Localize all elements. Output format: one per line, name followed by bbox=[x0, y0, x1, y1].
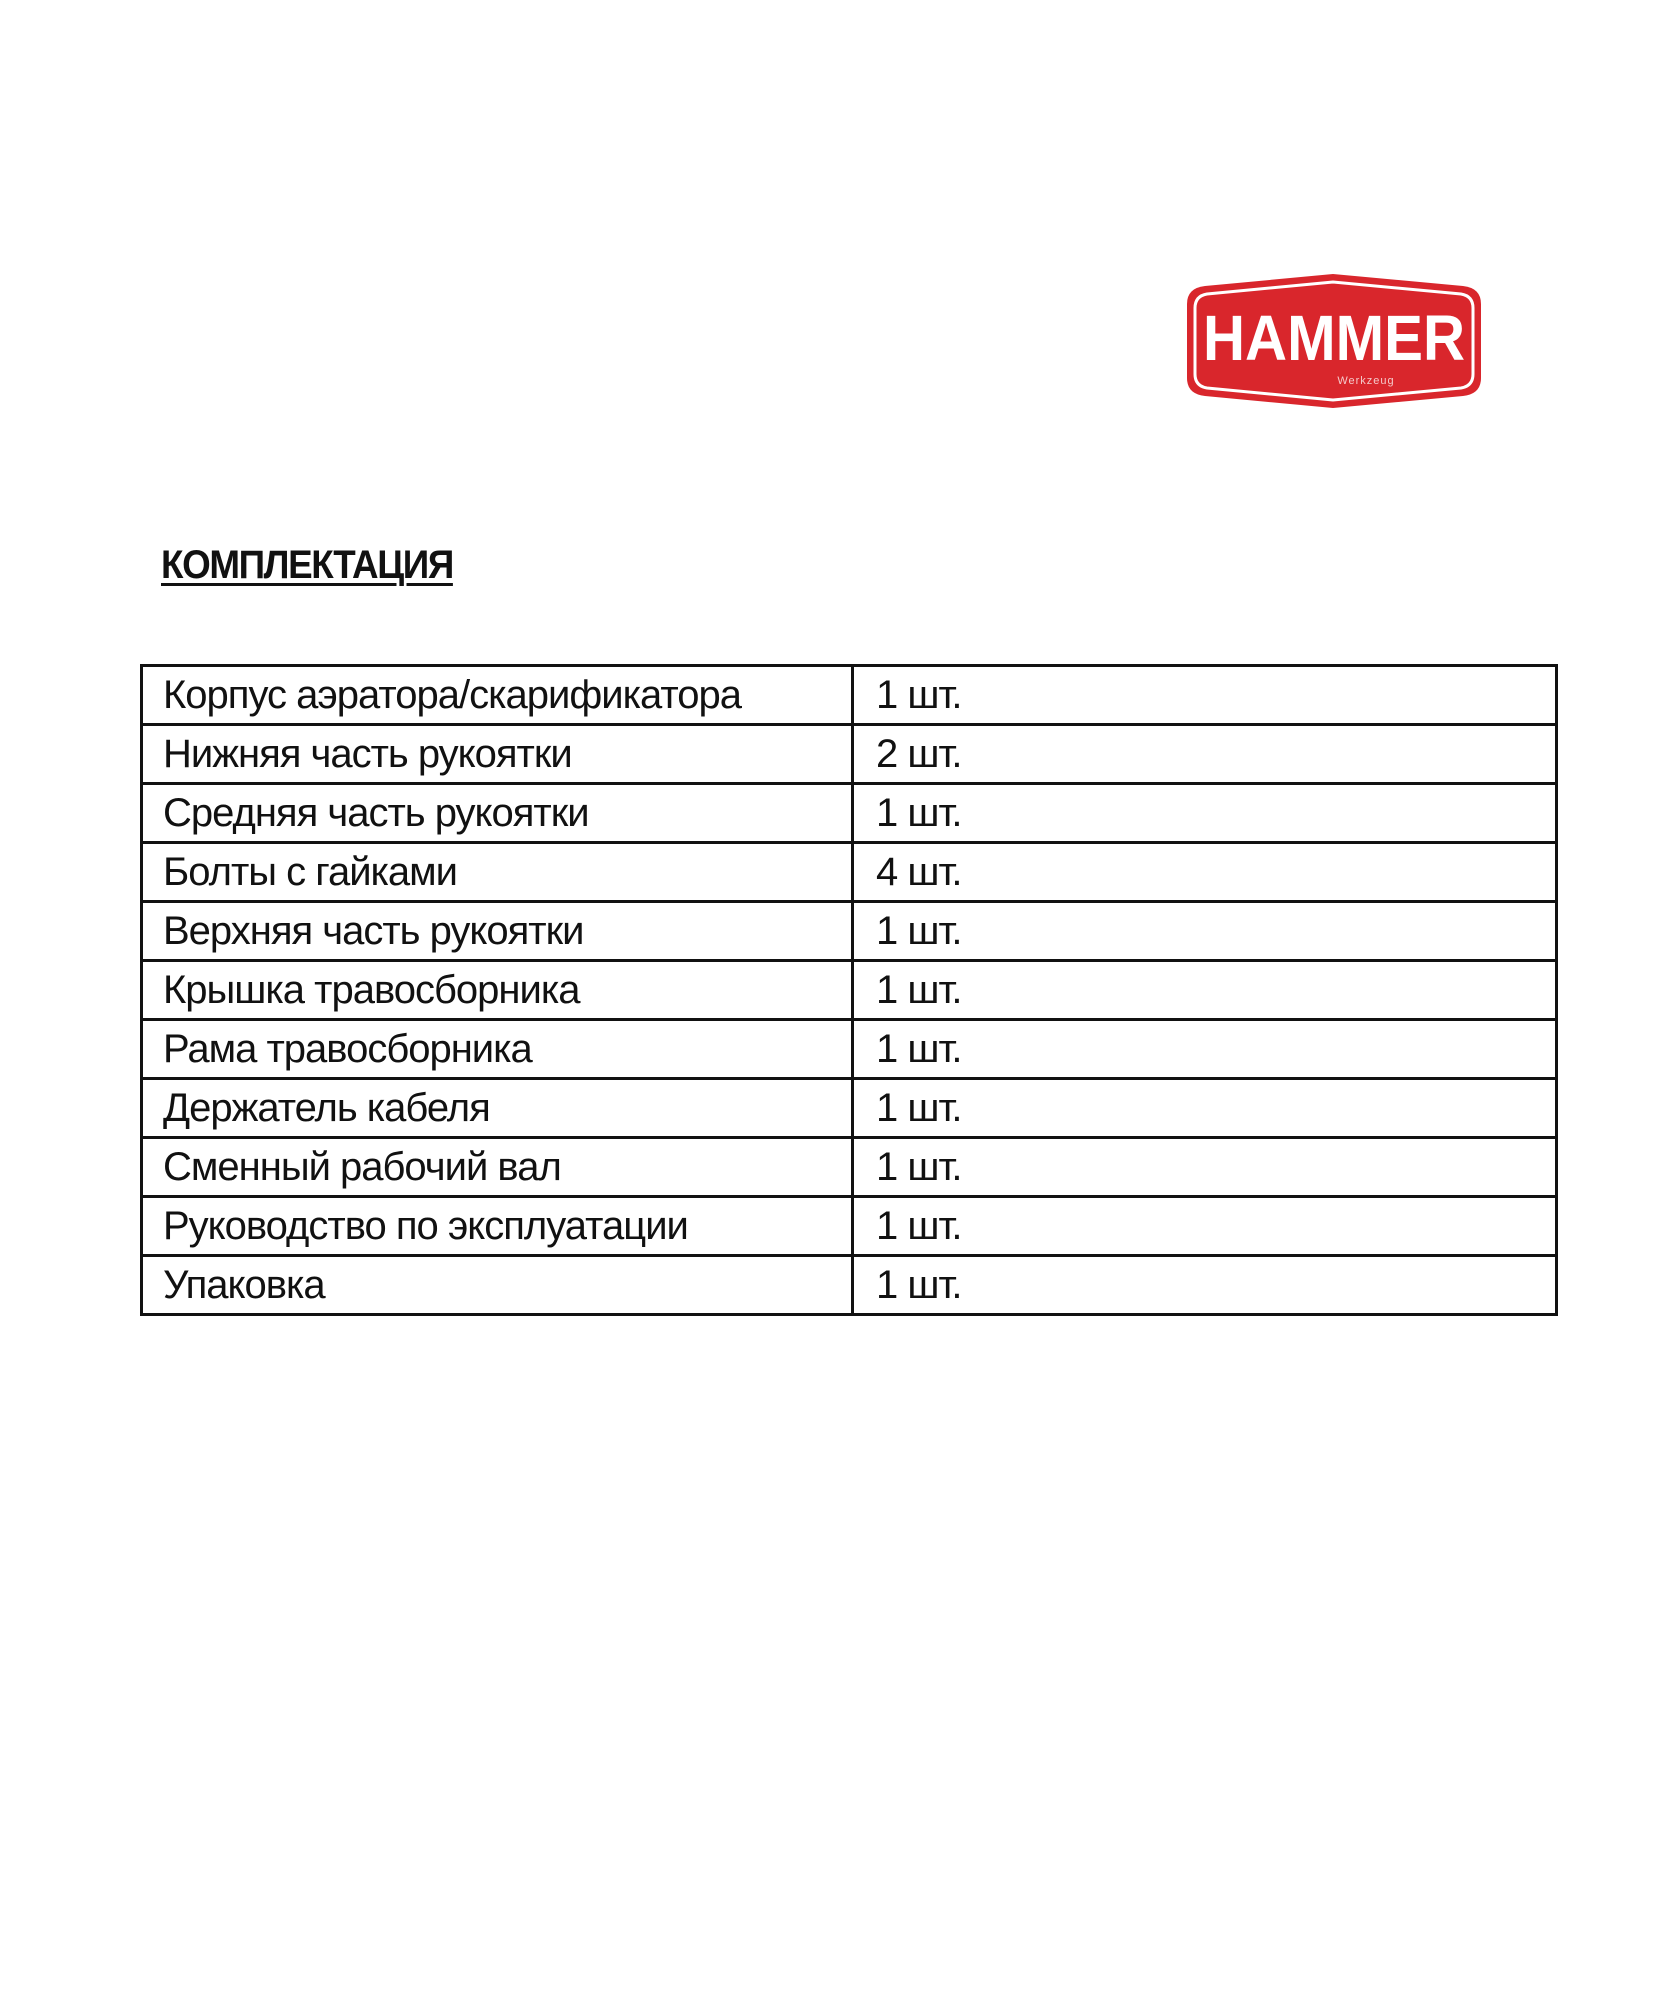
item-quantity: 1 шт. bbox=[853, 784, 1557, 843]
table-row bbox=[142, 902, 1557, 961]
item-name: Корпус аэратора/скарификатора bbox=[142, 666, 853, 725]
table-row bbox=[142, 725, 1557, 784]
item-quantity: 1 шт. bbox=[853, 1197, 1557, 1256]
logo-subtext: Werkzeug bbox=[1337, 375, 1395, 387]
item-quantity: 2 шт. bbox=[853, 725, 1557, 784]
item-quantity: 1 шт. bbox=[853, 961, 1557, 1020]
item-quantity: 1 шт. bbox=[853, 1079, 1557, 1138]
item-quantity: 1 шт. bbox=[853, 1256, 1557, 1315]
table-row bbox=[142, 1256, 1557, 1315]
item-quantity: 1 шт. bbox=[853, 1138, 1557, 1197]
item-name: Нижняя часть рукоятки bbox=[142, 725, 853, 784]
section-title: КОМПЛЕКТАЦИЯ bbox=[161, 543, 453, 587]
item-name: Рама травосборника bbox=[142, 1020, 853, 1079]
item-quantity: 1 шт. bbox=[853, 1020, 1557, 1079]
item-name: Сменный рабочий вал bbox=[142, 1138, 853, 1197]
item-quantity: 1 шт. bbox=[853, 902, 1557, 961]
table-row bbox=[142, 1197, 1557, 1256]
table-row bbox=[142, 784, 1557, 843]
item-quantity: 1 шт. bbox=[853, 666, 1557, 725]
item-name: Средняя часть рукоятки bbox=[142, 784, 853, 843]
item-name: Болты с гайками bbox=[142, 843, 853, 902]
item-name: Держатель кабеля bbox=[142, 1079, 853, 1138]
kit-contents-table bbox=[140, 664, 1558, 1316]
table-row bbox=[142, 1138, 1557, 1197]
table-row bbox=[142, 1020, 1557, 1079]
item-name: Крышка травосборника bbox=[142, 961, 853, 1020]
table-row bbox=[142, 1079, 1557, 1138]
item-quantity: 4 шт. bbox=[853, 843, 1557, 902]
hammer-logo bbox=[1183, 272, 1485, 410]
table-row bbox=[142, 961, 1557, 1020]
table-row bbox=[142, 666, 1557, 725]
item-name: Верхняя часть рукоятки bbox=[142, 902, 853, 961]
logo-wordmark: HAMMER bbox=[1203, 302, 1465, 374]
table-row bbox=[142, 843, 1557, 902]
item-name: Упаковка bbox=[142, 1256, 853, 1315]
item-name: Руководство по эксплуатации bbox=[142, 1197, 853, 1256]
